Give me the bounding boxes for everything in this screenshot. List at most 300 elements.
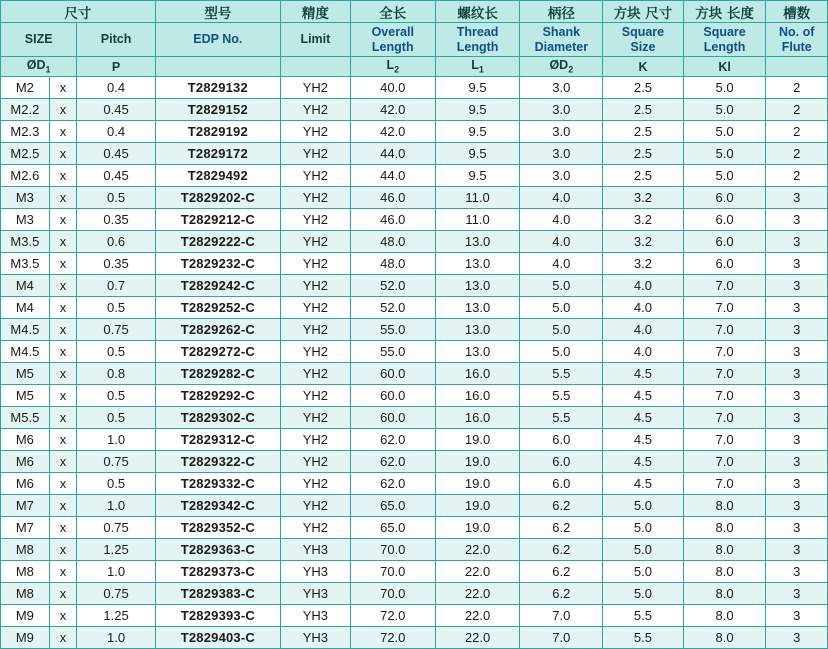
cell-flutes: 3 xyxy=(766,561,828,583)
cell-limit: YH2 xyxy=(280,473,350,495)
cell-size: M9 xyxy=(1,627,50,649)
cell-x: x xyxy=(49,605,77,627)
table-row xyxy=(1,341,828,363)
cell-x: x xyxy=(49,363,77,385)
cell-overall_length: 55.0 xyxy=(350,319,435,341)
cell-pitch: 0.35 xyxy=(77,209,155,231)
header-cn-thread-length: 螺纹长 xyxy=(435,1,520,23)
cell-x: x xyxy=(49,77,77,99)
table-row xyxy=(1,187,828,209)
cell-square_size: 2.5 xyxy=(603,121,684,143)
cell-square_size: 5.0 xyxy=(603,517,684,539)
cell-square_size: 4.0 xyxy=(603,341,684,363)
header-cn-shank-diameter: 柄径 xyxy=(520,1,603,23)
header-row-english xyxy=(1,23,828,57)
cell-square_length: 6.0 xyxy=(683,231,766,253)
cell-limit: YH3 xyxy=(280,583,350,605)
cell-x: x xyxy=(49,385,77,407)
cell-size: M9 xyxy=(1,605,50,627)
cell-limit: YH2 xyxy=(280,363,350,385)
cell-x: x xyxy=(49,99,77,121)
cell-pitch: 0.5 xyxy=(77,407,155,429)
cell-limit: YH2 xyxy=(280,99,350,121)
cell-size: M2.6 xyxy=(1,165,50,187)
cell-pitch: 0.45 xyxy=(77,143,155,165)
cell-shank_diameter: 4.0 xyxy=(520,209,603,231)
cell-square_length: 6.0 xyxy=(683,187,766,209)
cell-overall_length: 46.0 xyxy=(350,187,435,209)
table-row xyxy=(1,539,828,561)
cell-square_length: 5.0 xyxy=(683,121,766,143)
cell-edp: T2829262-C xyxy=(155,319,280,341)
cell-thread_length: 19.0 xyxy=(435,451,520,473)
cell-x: x xyxy=(49,143,77,165)
cell-edp: T2829192 xyxy=(155,121,280,143)
cell-edp: T2829302-C xyxy=(155,407,280,429)
table-row xyxy=(1,77,828,99)
table-row xyxy=(1,583,828,605)
header-en-flutes-line2: Flute xyxy=(781,39,812,54)
cell-edp: T2829152 xyxy=(155,99,280,121)
cell-shank_diameter: 6.2 xyxy=(520,561,603,583)
cell-size: M4.5 xyxy=(1,341,50,363)
cell-size: M6 xyxy=(1,473,50,495)
cell-overall_length: 44.0 xyxy=(350,143,435,165)
header-en-thread-length-line1: Thread xyxy=(456,25,499,40)
cell-overall_length: 44.0 xyxy=(350,165,435,187)
table-row xyxy=(1,429,828,451)
cell-overall_length: 42.0 xyxy=(350,99,435,121)
cell-x: x xyxy=(49,561,77,583)
cell-limit: YH2 xyxy=(280,121,350,143)
cell-pitch: 0.8 xyxy=(77,363,155,385)
header-en-square-size-line2: Size xyxy=(630,39,656,54)
cell-size: M6 xyxy=(1,429,50,451)
cell-size: M8 xyxy=(1,539,50,561)
cell-flutes: 3 xyxy=(766,363,828,385)
cell-thread_length: 22.0 xyxy=(435,627,520,649)
cell-shank_diameter: 5.0 xyxy=(520,297,603,319)
header-cn-square-length: 方块 长度 xyxy=(683,1,766,23)
cell-x: x xyxy=(49,231,77,253)
cell-shank_diameter: 5.5 xyxy=(520,407,603,429)
cell-thread_length: 16.0 xyxy=(435,385,520,407)
cell-thread_length: 9.5 xyxy=(435,77,520,99)
table-row xyxy=(1,275,828,297)
cell-square_size: 5.0 xyxy=(603,583,684,605)
cell-shank_diameter: 5.0 xyxy=(520,341,603,363)
cell-square_length: 7.0 xyxy=(683,319,766,341)
cell-x: x xyxy=(49,495,77,517)
cell-shank_diameter: 3.0 xyxy=(520,121,603,143)
cell-thread_length: 9.5 xyxy=(435,121,520,143)
cell-overall_length: 52.0 xyxy=(350,275,435,297)
header-cn-model: 型号 xyxy=(155,1,280,23)
cell-square_length: 5.0 xyxy=(683,77,766,99)
cell-size: M3.5 xyxy=(1,231,50,253)
cell-square_size: 4.0 xyxy=(603,297,684,319)
cell-thread_length: 22.0 xyxy=(435,539,520,561)
cell-x: x xyxy=(49,275,77,297)
cell-edp: T2829322-C xyxy=(155,451,280,473)
cell-x: x xyxy=(49,429,77,451)
header-en-flutes-line1: No. of xyxy=(779,25,815,40)
cell-flutes: 2 xyxy=(766,77,828,99)
table-row xyxy=(1,209,828,231)
cell-thread_length: 19.0 xyxy=(435,517,520,539)
cell-size: M5 xyxy=(1,385,50,407)
header-cn-size: 尺寸 xyxy=(1,1,156,23)
cell-shank_diameter: 3.0 xyxy=(520,165,603,187)
table-row xyxy=(1,319,828,341)
cell-shank_diameter: 4.0 xyxy=(520,253,603,275)
cell-pitch: 1.25 xyxy=(77,605,155,627)
cell-size: M2 xyxy=(1,77,50,99)
header-en-square-size-line1: Square xyxy=(621,25,665,40)
cell-size: M2.3 xyxy=(1,121,50,143)
cell-thread_length: 22.0 xyxy=(435,605,520,627)
cell-x: x xyxy=(49,473,77,495)
cell-flutes: 3 xyxy=(766,539,828,561)
cell-shank_diameter: 4.0 xyxy=(520,231,603,253)
header-cn-flutes: 槽数 xyxy=(766,1,828,23)
header-cn-square-size: 方块 尺寸 xyxy=(603,1,684,23)
cell-flutes: 3 xyxy=(766,605,828,627)
cell-x: x xyxy=(49,165,77,187)
cell-limit: YH2 xyxy=(280,275,350,297)
cell-edp: T2829252-C xyxy=(155,297,280,319)
cell-square_size: 4.5 xyxy=(603,473,684,495)
cell-pitch: 0.5 xyxy=(77,385,155,407)
cell-x: x xyxy=(49,539,77,561)
cell-x: x xyxy=(49,627,77,649)
cell-flutes: 3 xyxy=(766,231,828,253)
cell-pitch: 1.0 xyxy=(77,561,155,583)
table-row xyxy=(1,627,828,649)
cell-shank_diameter: 7.0 xyxy=(520,605,603,627)
header-en-square-length xyxy=(683,23,766,57)
cell-square_length: 7.0 xyxy=(683,341,766,363)
cell-square_length: 5.0 xyxy=(683,143,766,165)
cell-edp: T2829132 xyxy=(155,77,280,99)
cell-limit: YH2 xyxy=(280,297,350,319)
cell-shank_diameter: 3.0 xyxy=(520,99,603,121)
cell-pitch: 0.5 xyxy=(77,473,155,495)
cell-shank_diameter: 6.2 xyxy=(520,539,603,561)
cell-size: M2.2 xyxy=(1,99,50,121)
table-row xyxy=(1,495,828,517)
cell-overall_length: 60.0 xyxy=(350,363,435,385)
header-cn-overall-length: 全长 xyxy=(350,1,435,23)
cell-shank_diameter: 5.5 xyxy=(520,363,603,385)
cell-pitch: 1.25 xyxy=(77,539,155,561)
cell-pitch: 0.4 xyxy=(77,121,155,143)
header-sym-edp xyxy=(155,57,280,77)
cell-shank_diameter: 5.0 xyxy=(520,319,603,341)
header-sym-diameter: $ØD_1$ xyxy=(1,57,77,77)
header-en-square-length-line2: Length xyxy=(703,39,746,54)
cell-flutes: 3 xyxy=(766,407,828,429)
cell-thread_length: 19.0 xyxy=(435,429,520,451)
cell-thread_length: 11.0 xyxy=(435,209,520,231)
cell-overall_length: 46.0 xyxy=(350,209,435,231)
cell-overall_length: 65.0 xyxy=(350,495,435,517)
cell-square_size: 5.0 xyxy=(603,539,684,561)
cell-pitch: 0.4 xyxy=(77,77,155,99)
cell-edp: T2829242-C xyxy=(155,275,280,297)
cell-x: x xyxy=(49,319,77,341)
cell-size: M3.5 xyxy=(1,253,50,275)
header-en-flutes xyxy=(766,23,828,57)
cell-overall_length: 62.0 xyxy=(350,473,435,495)
table-row xyxy=(1,451,828,473)
cell-x: x xyxy=(49,121,77,143)
cell-x: x xyxy=(49,297,77,319)
table-row xyxy=(1,385,828,407)
cell-edp: T2829172 xyxy=(155,143,280,165)
table-row xyxy=(1,561,828,583)
header-en-overall-length xyxy=(350,23,435,57)
cell-square_size: 3.2 xyxy=(603,187,684,209)
cell-pitch: 0.5 xyxy=(77,297,155,319)
cell-x: x xyxy=(49,451,77,473)
cell-overall_length: 70.0 xyxy=(350,539,435,561)
cell-overall_length: 55.0 xyxy=(350,341,435,363)
cell-size: M5.5 xyxy=(1,407,50,429)
cell-thread_length: 19.0 xyxy=(435,473,520,495)
cell-square_size: 3.2 xyxy=(603,253,684,275)
header-sym-square-length: Kl xyxy=(683,57,766,77)
cell-x: x xyxy=(49,209,77,231)
cell-pitch: 1.0 xyxy=(77,495,155,517)
cell-limit: YH2 xyxy=(280,495,350,517)
cell-flutes: 3 xyxy=(766,297,828,319)
cell-square_size: 4.5 xyxy=(603,407,684,429)
cell-shank_diameter: 5.5 xyxy=(520,385,603,407)
cell-size: M4 xyxy=(1,275,50,297)
cell-flutes: 2 xyxy=(766,143,828,165)
table-row xyxy=(1,99,828,121)
cell-limit: YH3 xyxy=(280,561,350,583)
cell-edp: T2829312-C xyxy=(155,429,280,451)
cell-overall_length: 48.0 xyxy=(350,231,435,253)
cell-flutes: 2 xyxy=(766,99,828,121)
cell-size: M2.5 xyxy=(1,143,50,165)
cell-thread_length: 13.0 xyxy=(435,341,520,363)
cell-limit: YH2 xyxy=(280,231,350,253)
header-en-overall-length-line1: Overall xyxy=(371,25,414,40)
cell-flutes: 2 xyxy=(766,121,828,143)
cell-flutes: 3 xyxy=(766,319,828,341)
cell-x: x xyxy=(49,407,77,429)
cell-square_size: 3.2 xyxy=(603,209,684,231)
cell-shank_diameter: 3.0 xyxy=(520,143,603,165)
header-en-square-size xyxy=(603,23,684,57)
cell-flutes: 3 xyxy=(766,209,828,231)
cell-flutes: 3 xyxy=(766,429,828,451)
cell-edp: T2829222-C xyxy=(155,231,280,253)
cell-thread_length: 13.0 xyxy=(435,319,520,341)
table-header xyxy=(1,1,828,77)
cell-shank_diameter: 6.0 xyxy=(520,429,603,451)
cell-square_size: 2.5 xyxy=(603,99,684,121)
cell-flutes: 3 xyxy=(766,495,828,517)
cell-thread_length: 9.5 xyxy=(435,143,520,165)
cell-square_length: 7.0 xyxy=(683,429,766,451)
cell-size: M8 xyxy=(1,561,50,583)
header-en-shank-diameter-line1: Shank xyxy=(542,25,581,40)
cell-square_size: 4.0 xyxy=(603,319,684,341)
cell-limit: YH2 xyxy=(280,429,350,451)
cell-edp: T2829332-C xyxy=(155,473,280,495)
cell-pitch: 0.7 xyxy=(77,275,155,297)
cell-shank_diameter: 4.0 xyxy=(520,187,603,209)
cell-limit: YH3 xyxy=(280,627,350,649)
cell-square_length: 5.0 xyxy=(683,165,766,187)
cell-shank_diameter: 6.2 xyxy=(520,517,603,539)
cell-thread_length: 16.0 xyxy=(435,407,520,429)
cell-square_length: 6.0 xyxy=(683,209,766,231)
table-row xyxy=(1,165,828,187)
cell-overall_length: 70.0 xyxy=(350,561,435,583)
cell-square_size: 4.5 xyxy=(603,451,684,473)
cell-overall_length: 62.0 xyxy=(350,451,435,473)
cell-square_length: 7.0 xyxy=(683,363,766,385)
cell-size: M5 xyxy=(1,363,50,385)
cell-edp: T2829403-C xyxy=(155,627,280,649)
table-row xyxy=(1,297,828,319)
cell-square_size: 5.0 xyxy=(603,561,684,583)
cell-square_length: 7.0 xyxy=(683,275,766,297)
cell-size: M8 xyxy=(1,583,50,605)
cell-pitch: 0.75 xyxy=(77,451,155,473)
cell-edp: T2829492 xyxy=(155,165,280,187)
cell-size: M4.5 xyxy=(1,319,50,341)
cell-pitch: 0.45 xyxy=(77,165,155,187)
cell-flutes: 3 xyxy=(766,187,828,209)
cell-overall_length: 72.0 xyxy=(350,605,435,627)
cell-square_size: 5.5 xyxy=(603,605,684,627)
cell-thread_length: 22.0 xyxy=(435,561,520,583)
cell-shank_diameter: 6.2 xyxy=(520,583,603,605)
cell-limit: YH2 xyxy=(280,253,350,275)
cell-limit: YH3 xyxy=(280,539,350,561)
cell-square_length: 5.0 xyxy=(683,99,766,121)
table-row xyxy=(1,605,828,627)
cell-limit: YH2 xyxy=(280,77,350,99)
cell-thread_length: 22.0 xyxy=(435,583,520,605)
cell-limit: YH2 xyxy=(280,165,350,187)
cell-flutes: 3 xyxy=(766,451,828,473)
cell-x: x xyxy=(49,583,77,605)
cell-square_size: 3.2 xyxy=(603,231,684,253)
cell-limit: YH2 xyxy=(280,187,350,209)
cell-flutes: 3 xyxy=(766,341,828,363)
table-row xyxy=(1,407,828,429)
cell-overall_length: 62.0 xyxy=(350,429,435,451)
cell-edp: T2829393-C xyxy=(155,605,280,627)
cell-flutes: 3 xyxy=(766,517,828,539)
cell-pitch: 0.75 xyxy=(77,319,155,341)
cell-edp: T2829383-C xyxy=(155,583,280,605)
cell-square_size: 4.5 xyxy=(603,363,684,385)
cell-thread_length: 13.0 xyxy=(435,275,520,297)
header-en-square-length-line1: Square xyxy=(703,25,746,40)
cell-x: x xyxy=(49,341,77,363)
cell-square_length: 8.0 xyxy=(683,495,766,517)
cell-shank_diameter: 5.0 xyxy=(520,275,603,297)
header-en-thread-length xyxy=(435,23,520,57)
cell-edp: T2829202-C xyxy=(155,187,280,209)
cell-shank_diameter: 6.0 xyxy=(520,473,603,495)
cell-thread_length: 9.5 xyxy=(435,99,520,121)
table-row xyxy=(1,231,828,253)
header-en-overall-length-line2: Length xyxy=(371,39,414,54)
cell-square_length: 8.0 xyxy=(683,583,766,605)
cell-overall_length: 60.0 xyxy=(350,407,435,429)
table-row xyxy=(1,143,828,165)
cell-square_length: 7.0 xyxy=(683,385,766,407)
cell-overall_length: 70.0 xyxy=(350,583,435,605)
cell-x: x xyxy=(49,187,77,209)
cell-flutes: 2 xyxy=(766,165,828,187)
cell-overall_length: 42.0 xyxy=(350,121,435,143)
header-en-thread-length-line2: Length xyxy=(456,39,499,54)
cell-size: M6 xyxy=(1,451,50,473)
cell-size: M4 xyxy=(1,297,50,319)
cell-pitch: 0.6 xyxy=(77,231,155,253)
cell-thread_length: 9.5 xyxy=(435,165,520,187)
cell-edp: T2829373-C xyxy=(155,561,280,583)
header-sym-flutes xyxy=(766,57,828,77)
header-sym-pitch: P xyxy=(77,57,155,77)
cell-square_size: 4.5 xyxy=(603,429,684,451)
header-en-size: SIZE xyxy=(1,23,77,57)
cell-shank_diameter: 7.0 xyxy=(520,627,603,649)
cell-square_length: 7.0 xyxy=(683,451,766,473)
cell-square_length: 7.0 xyxy=(683,297,766,319)
cell-square_size: 5.0 xyxy=(603,495,684,517)
cell-pitch: 0.5 xyxy=(77,341,155,363)
cell-overall_length: 72.0 xyxy=(350,627,435,649)
cell-edp: T2829352-C xyxy=(155,517,280,539)
cell-square_length: 8.0 xyxy=(683,539,766,561)
cell-overall_length: 60.0 xyxy=(350,385,435,407)
cell-edp: T2829272-C xyxy=(155,341,280,363)
cell-thread_length: 11.0 xyxy=(435,187,520,209)
cell-pitch: 0.75 xyxy=(77,517,155,539)
header-en-pitch: Pitch xyxy=(77,23,155,57)
cell-pitch: 1.0 xyxy=(77,627,155,649)
cell-pitch: 0.75 xyxy=(77,583,155,605)
cell-edp: T2829282-C xyxy=(155,363,280,385)
cell-pitch: 1.0 xyxy=(77,429,155,451)
cell-flutes: 3 xyxy=(766,627,828,649)
cell-square_size: 5.5 xyxy=(603,627,684,649)
header-sym-shank-diameter: $ØD_2$ xyxy=(520,57,603,77)
cell-x: x xyxy=(49,517,77,539)
cell-shank_diameter: 3.0 xyxy=(520,77,603,99)
cell-thread_length: 16.0 xyxy=(435,363,520,385)
cell-overall_length: 40.0 xyxy=(350,77,435,99)
cell-size: M7 xyxy=(1,517,50,539)
table-body xyxy=(1,77,828,649)
cell-flutes: 3 xyxy=(766,385,828,407)
header-sym-limit xyxy=(280,57,350,77)
header-cn-precision: 精度 xyxy=(280,1,350,23)
cell-limit: YH2 xyxy=(280,143,350,165)
cell-limit: YH2 xyxy=(280,385,350,407)
